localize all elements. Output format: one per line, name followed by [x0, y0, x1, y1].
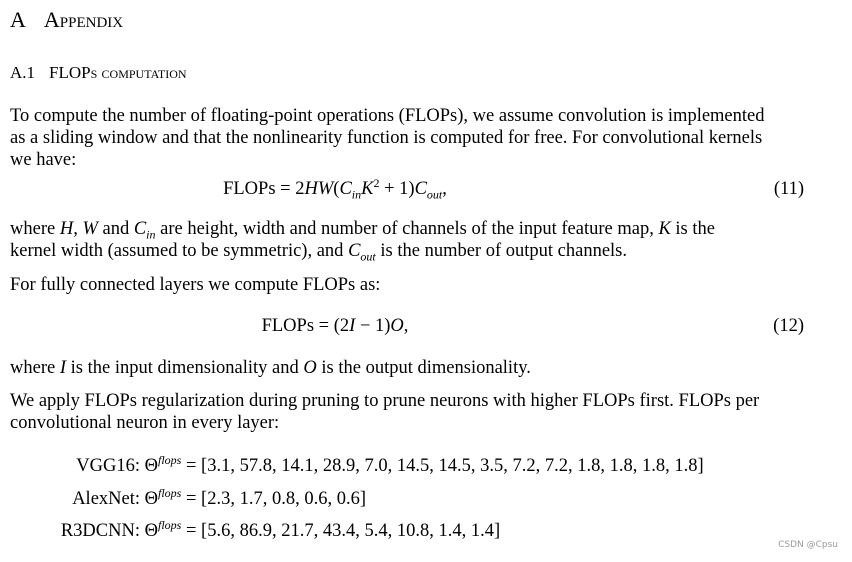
where-paragraph-1	[10, 218, 810, 262]
where-1-text-a: where	[10, 219, 60, 239]
vector-label: AlexNet:	[72, 489, 140, 509]
where-paragraph-2	[10, 357, 810, 379]
equation-11-number: (11)	[773, 179, 804, 199]
apply-line-2: convolutional neuron in every layer:	[10, 413, 280, 433]
where-1-text-e: kernel width (assumed to be symmetric), and	[10, 241, 349, 261]
vector-values: [5.6, 86.9, 21.7, 43.4, 5.4, 10.8, 1.4, 1.4]	[201, 521, 501, 541]
where-2-text-b: is the input dimensionality and	[66, 358, 304, 378]
where-1-line-1: where H, W and $C_{in}$ are height, width and number of channels of the input feature map, K is the	[10, 219, 715, 242]
section-title: Appendix	[43, 7, 124, 32]
subsection-title-prefix: FLOP	[49, 63, 91, 82]
intro-line-2: as a sliding window and that the nonlinearity function is computed for free. For convolutional kernels	[10, 128, 763, 148]
subsection-heading	[10, 62, 187, 84]
where-1-text-d: is the	[670, 219, 715, 239]
where-2-text-c: is the output dimensionality.	[316, 358, 531, 378]
apply-paragraph	[10, 390, 810, 434]
vector-row-r3dcnn: R3DCNN: $\Theta^{flops} = [5.6$, 86.9, 21.7, 43.4, 5.4, 10.8, 1.4, 1.4]	[0, 520, 500, 542]
equation-11-lhs: FLOPs	[223, 179, 276, 199]
watermark: CSDN @Cpsu	[778, 540, 838, 550]
where-1-text-c: are height, width and number of channels of the input feature map,	[155, 219, 659, 239]
section-heading	[10, 6, 123, 34]
vector-values: [2.3, 1.7, 0.8, 0.6, 0.6]	[201, 489, 366, 509]
vector-label: R3DCNN:	[60, 521, 140, 541]
vector-values: [3.1, 57.8, 14.1, 28.9, 7.0, 14.5, 14.5, 3.5, 7.2, 7.2, 1.8, 1.8, 1.8, 1.8]	[201, 456, 704, 476]
intro-paragraph	[10, 105, 810, 171]
vector-row-alexnet: AlexNet: $\Theta^{flops} = [2.3$, 1.7, 0.8, 0.6, 0.6]	[0, 488, 366, 510]
subsection-number: A.1	[10, 63, 36, 82]
subsection-title-rest: s computation	[90, 63, 187, 82]
section-number: A	[10, 7, 26, 32]
apply-line-1: We apply FLOPs regularization during pruning to prune neurons with higher FLOPs first. FLOPs per	[10, 391, 760, 411]
equation-12-lhs: FLOPs	[261, 316, 315, 336]
equation-12: FLOPs = (2I − 1)O,	[261, 316, 409, 336]
where-2-text-a: where	[10, 358, 60, 378]
equation-11: FLOPs = $2HW(C_{in}K^2 + 1)C_{out}$,	[223, 175, 447, 202]
where-1-line-2: kernel width (assumed to be symmetric), and $C_{out}$ is the number of output channels.	[10, 241, 627, 264]
equation-12-number: (12)	[773, 316, 804, 336]
fc-paragraph: For fully connected layers we compute FLOPs as:	[10, 275, 381, 295]
intro-line-1: To compute the number of floating-point operations (FLOPs), we assume convolution is implemented	[10, 106, 765, 126]
vector-row-vgg16: VGG16: $\Theta^{flops} = [3.1$, 57.8, 14.1, 28.9, 7.0, 14.5, 14.5, 3.5, 7.2, 7.2, 1.8, 1.8, 1.8, 1.8]	[0, 455, 704, 477]
intro-line-3: we have:	[10, 150, 77, 170]
where-1-text-b: and	[97, 219, 134, 239]
vector-label: VGG16:	[76, 456, 140, 476]
where-1-text-f: is the number of output channels.	[375, 241, 627, 261]
where-2-line: where I is the input dimensionality and O is the output dimensionality.	[10, 358, 531, 378]
